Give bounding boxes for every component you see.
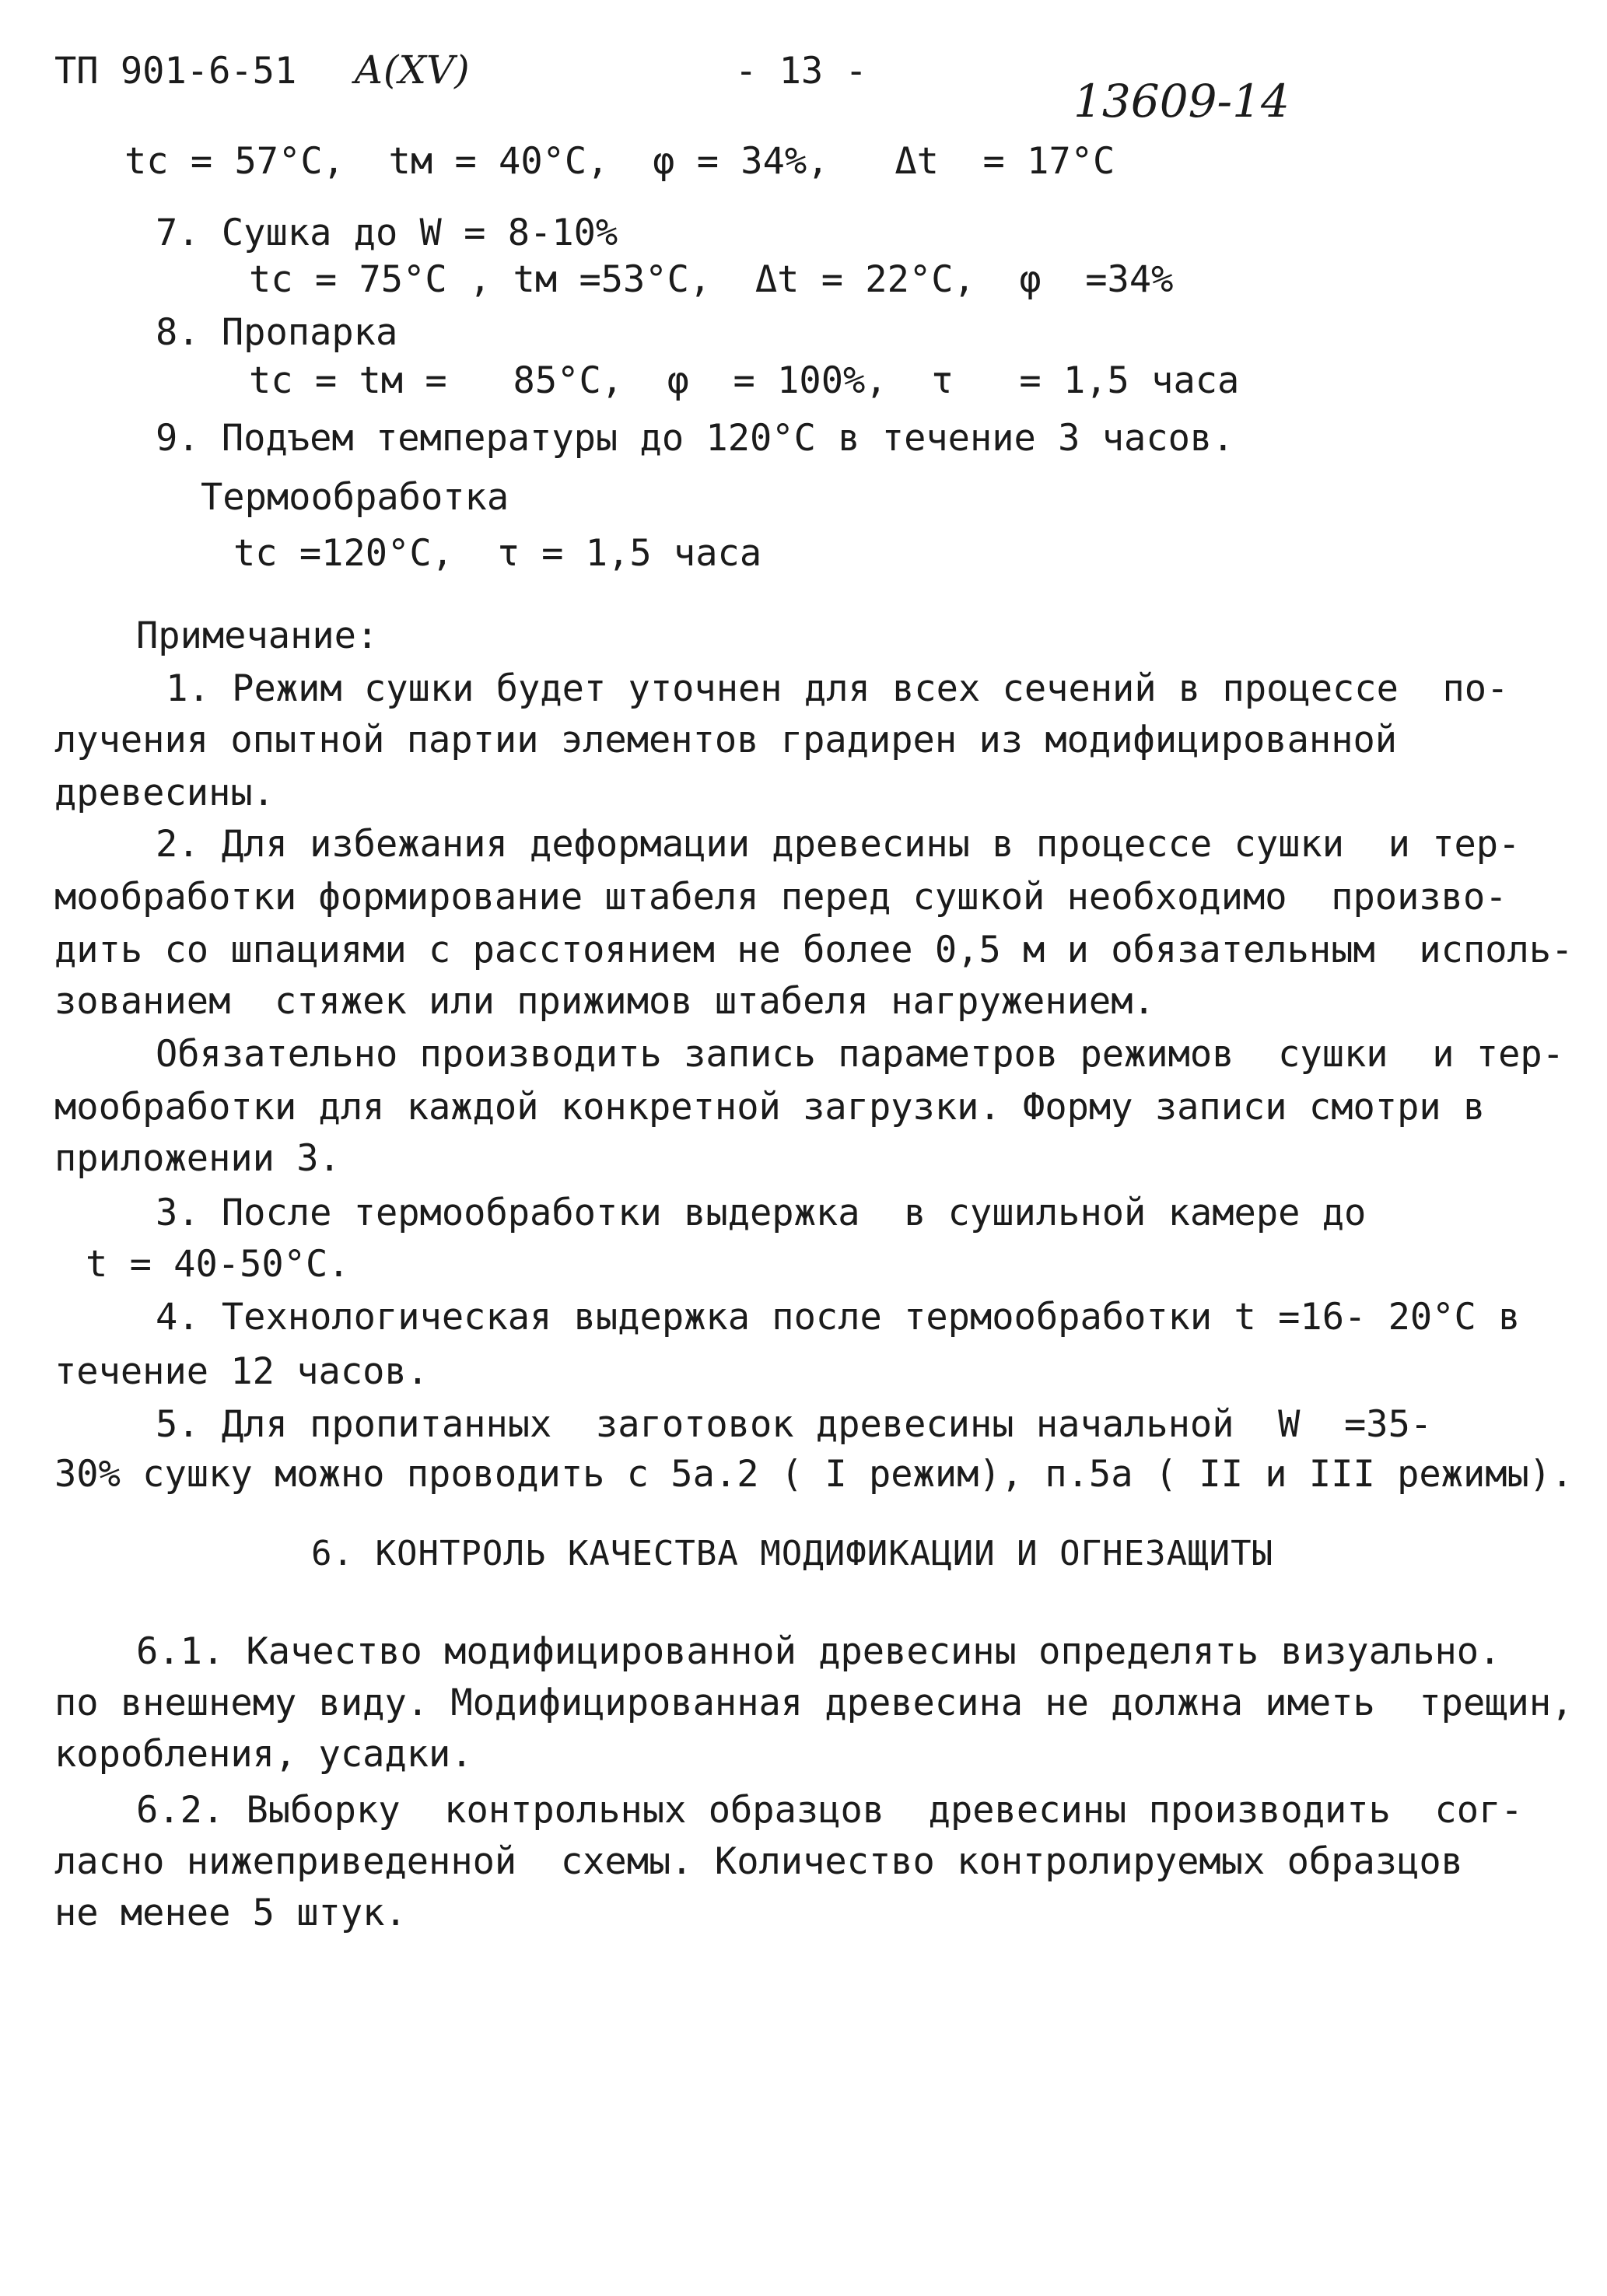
section-6-heading: 6. КОНТРОЛЬ КАЧЕСТВА МОДИФИКАЦИИ И ОГНЕЗАЩИТЫ — [311, 1534, 1274, 1573]
section-6-1-line-1: 6.1. Качество модифицированной древесины определять визуально. — [136, 1630, 1501, 1673]
note-5-line-1: 5. Для пропитанных заготовок древесины начальной W =35- — [156, 1403, 1433, 1446]
section-6-1-line-2: по внешнему виду. Модифицированная древесина не должна иметь трещин, — [54, 1682, 1574, 1724]
doc-code: ТП 901-6-51 — [54, 50, 297, 93]
note-1-line-3: древесины. — [54, 772, 275, 814]
step-7-title: 7. Сушка до W = 8-10% — [156, 212, 618, 254]
notes-title: Примечание: — [136, 614, 379, 657]
inventory-number: 13609-14 — [1073, 75, 1290, 128]
section-6-2-line-1: 6.2. Выборку контрольных образцов древесины производить сог- — [136, 1789, 1523, 1832]
regime-line-a: tс = 57°С, tм = 40°С, φ = 34%, Δt = 17°С — [124, 140, 1115, 183]
note-4-line-2: течение 12 часов. — [54, 1350, 429, 1393]
note-1-line-2: лучения опытной партии элементов градирен из модифицированной — [54, 719, 1398, 761]
section-6-1-line-3: коробления, усадки. — [54, 1733, 473, 1776]
record-paragraph-line-3: приложении 3. — [54, 1137, 341, 1180]
step-9-title: 9. Подъем температуры до 120°С в течение 3 часов. — [156, 417, 1234, 460]
record-paragraph-line-2: мообработки для каждой конкретной загрузки. Форму записи смотри в — [54, 1086, 1486, 1129]
note-2-line-3: дить со шпациями с расстоянием не более 0,5 м и обязательным исполь- — [54, 929, 1574, 971]
note-3-line-1: 3. После термообработки выдержка в сушильной камере до — [156, 1192, 1367, 1234]
note-4-line-1: 4. Технологическая выдержка после термообработки t =16- 20°С в — [156, 1296, 1521, 1339]
record-paragraph-line-1: Обязательно производить запись параметров режимов сушки и тер- — [156, 1033, 1564, 1076]
thermo-title: Термообработка — [201, 476, 509, 519]
note-2-line-4: зованием стяжек или прижимов штабеля нагружением. — [54, 980, 1155, 1023]
step-7-params: tс = 75°С , tм =53°С, Δt = 22°С, φ =34% — [249, 258, 1174, 301]
note-1-line-1: 1. Режим сушки будет уточнен для всех сечений в процессе по- — [144, 667, 1509, 710]
section-6-2-line-2: ласно нижеприведенной схемы. Количество контролируемых образцов — [54, 1840, 1463, 1883]
thermo-params: tс =120°С, τ = 1,5 часа — [233, 532, 762, 575]
note-2-line-1: 2. Для избежания деформации древесины в процессе сушки и тер- — [156, 823, 1521, 866]
section-6-2-line-3: не менее 5 штук. — [54, 1892, 407, 1934]
note-3-line-2: t = 40-50°С. — [86, 1243, 350, 1286]
note-2-line-2: мообработки формирование штабеля перед сушкой необходимо произво- — [54, 876, 1507, 919]
page-number: - 13 - — [735, 50, 867, 93]
note-5-line-2: 30% сушку можно проводить с 5а.2 ( I режим), п.5а ( II и III режимы). — [54, 1453, 1574, 1496]
album-mark: А(ХV) — [354, 47, 470, 93]
step-8-params: tс = tм = 85°С, φ = 100%, τ = 1,5 часа — [249, 359, 1240, 402]
step-8-title: 8. Пропарка — [156, 311, 398, 354]
